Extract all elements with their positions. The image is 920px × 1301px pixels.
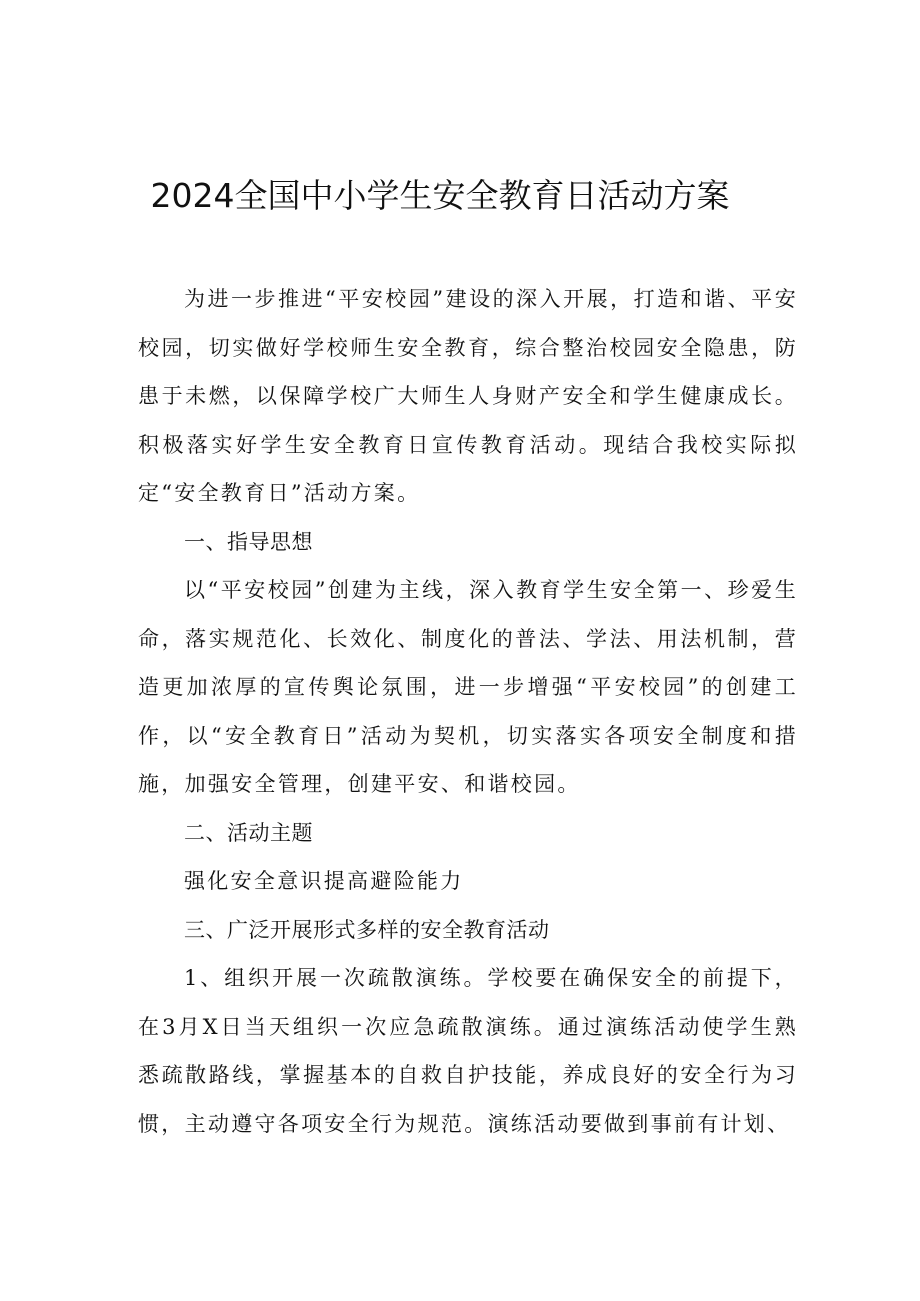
section-body-safety-activities: 1、组织开展一次疏散演练。学校要在确保安全的前提下，在3月X日当天组织一次应急疏散演练。通过演练活动使学生熟悉疏散路线，掌握基本的自救自护技能，养成良好的安全行为习惯，主动遵守各项安全行为规范。演练活动要做到事前有计划、 — [138, 966, 798, 1136]
intro-paragraph: 为进一步推进“平安校园”建设的深入开展，打造和谐、平安校园，切实做好学校师生安全教育，综合整治校园安全隐患，防患于未燃，以保障学校广大师生人身财产安全和学生健康成长。积极落实好学生安全教育日宣传教育活动。现结合我校实际拟定“安全教育日”活动方案。 — [138, 287, 798, 505]
document-body — [138, 275, 798, 1148]
section-heading-activity-theme: 二、活动主题 — [184, 820, 313, 845]
document-title: 2024全国中小学生安全教育日活动方案 — [150, 176, 730, 215]
section-body-activity-theme: 强化安全意识提高避险能力 — [184, 869, 464, 893]
section-heading-guiding-ideology: 一、指导思想 — [184, 529, 313, 554]
section-heading-safety-activities: 三、广泛开展形式多样的安全教育活动 — [184, 917, 550, 942]
section-body-guiding-ideology: 以“平安校园”创建为主线，深入教育学生安全第一、珍爱生命，落实规范化、长效化、制度化的普法、学法、用法机制，营造更加浓厚的宣传舆论氛围，进一步增强“平安校园”的创建工作，以“安全教育日”活动为契机，切实落实各项安全制度和措施，加强安全管理，创建平安、和谐校园。 — [138, 578, 798, 796]
